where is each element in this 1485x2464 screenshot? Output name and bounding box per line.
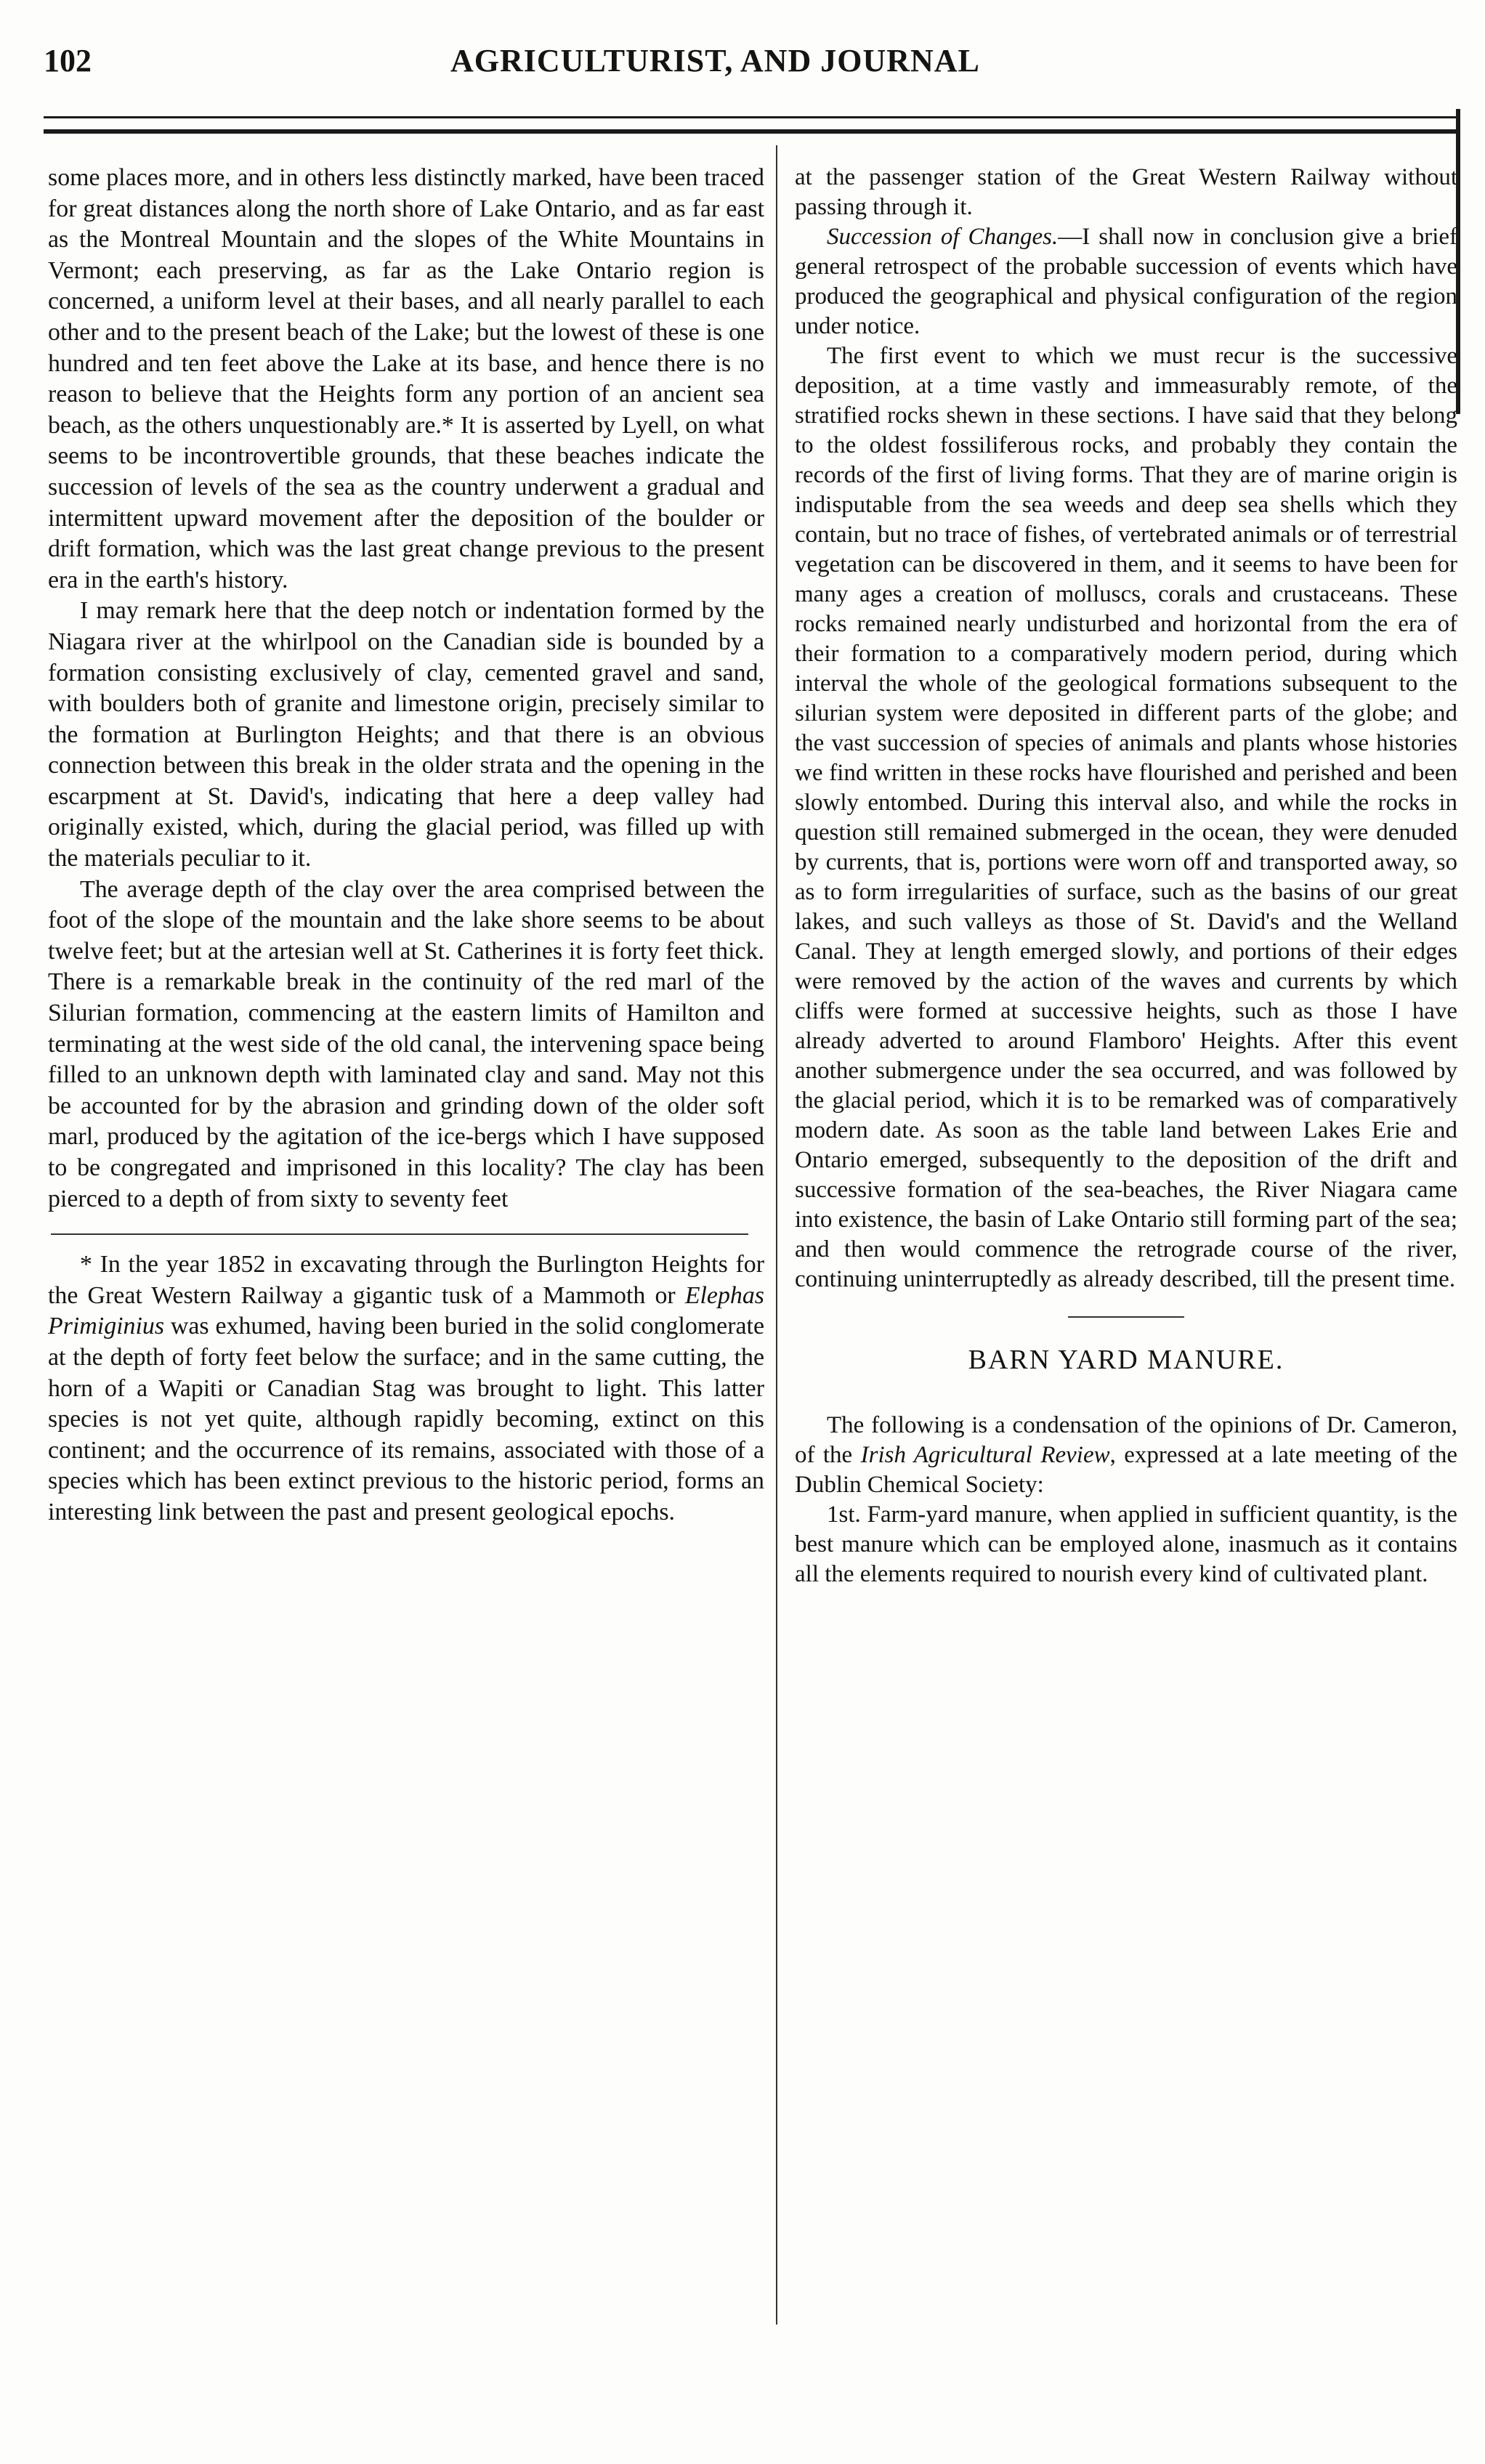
footnote-text-start: * In the year 1852 in excavating through the Burlington Heights for the Great Western Railway a gigantic tusk of a Mammoth or [48,1251,764,1309]
header-rule-thin [44,116,1460,118]
paragraph-beaches: some places more, and in others less distinctly marked, have been traced for great distances along the north shore of Lake Ontario, and as far east as the Montreal Mountain and the slopes of the White Mountains in Vermont; each preserving, as far as the Lake Ontario region is concerned, a uniform level at their bases, and all nearly parallel to each other and to the present beach of the Lake; but the lowest of these is one hundred and ten feet above the Lake at its base, and hence there is no reason to believe that the Heights form any portion of an ancient sea beach, as the others unquestionably are.* It is asserted by Lyell, on what seems to be incontrovertible grounds, that these beaches indicate the succession of levels of the sea as the country underwent a gradual and intermittent upward movement after the deposition of the boulder or drift formation, which was the last great change previous to the present era in the earth's history. [48,164,764,593]
section-heading: BARN YARD MANURE. [968,1345,1284,1375]
paragraph-manure-intro [795,1411,1457,1500]
paragraph-succession [795,222,1457,341]
manure-intro-start: The following is a condensation of the opinions of Dr. Cameron, of the [795,1412,1457,1468]
footnote [48,1249,764,1528]
paragraph-manure-point-1: 1st. Farm-yard manure, when applied in sufficient quantity, is the best manure which can be employed alone, inasmuch as it contains all the elements required to nourish every kind of cultivated plant. [795,1502,1457,1587]
footnote-species-name: Elephas Primiginius [48,1281,764,1340]
succession-text: —I shall now in conclusion give a brief general retrospect of the probable succession of events which have produced the geographical and physical configuration of the region under notice. [795,224,1457,339]
paragraph-continuation: at the passenger station of the Great Western Railway without passing through it. [795,164,1457,220]
section-ornament-rule [1068,1316,1184,1318]
manure-review-title: Irish Agricultural Review [860,1442,1110,1468]
paragraph-first-event: The first event to which we must recur is the successive deposition, at a time vastly and immeasurably remote, of the stratified rocks shewn in these sections. I have said that they belong to the oldest fossiliferous rocks, and probably they contain the records of the first of living forms. That they are of marine origin is indisputable from the sea weeds and deep sea shells which they contain, but no trace of fishes, of vertebrated animals or of terrestrial vegetation can be discovered in them, and it seems to have been for many ages a creation of molluscs, corals and crustaceans. These rocks remained nearly undisturbed and horizontal from the era of their formation to a comparatively modern period, during which interval the whole of the geological formations subsequent to the silurian system were deposited in different parts of the globe; and the vast succession of species of animals and plants whose histories we find written in these rocks have flourished and perished and been slowly entombed. During this interval also, and while the rocks in question still remained submerged in the ocean, they were denuded by currents, that is, portions were worn off and transported away, so as to form irregularities of surface, such as the basins of our great lakes, and such valleys as those of St. David's and the Welland Canal. They at length emerged slowly, and portions of their edges were removed by the action of the waves and currents by which cliffs were formed at successive heights, such as those I have already adverted to around Flamboro' Heights. After this event another submergence under the sea occurred, and was followed by the glacial period, which it is to be remarked was of comparatively modern date. As soon as the table land between Lakes Erie and Ontario emerged, subsequently to the deposition of the drift and successive formation of the sea-beaches, the River Niagara came into existence, the basin of Lake Ontario still forming part of the sea; and then would commence the retrograde course of the river, continuing uninterruptedly as already described, till the present time. [795,343,1457,1292]
succession-label: Succession of Changes. [827,224,1059,250]
paragraph-clay-depth: The average depth of the clay over the area comprised between the foot of the slope of the mountain and the lake shore seems to be about twelve feet; but at the artesian well at St. Catherines it is forty feet thick. There is a remarkable break in the continuity of the red marl of the Silurian formation, commencing at the eastern limits of Hamilton and terminating at the west side of the old canal, the intervening space being filled to an unknown depth with laminated clay and sand. May not this be accounted for by the abrasion and grinding down of the older soft marl, produced by the agitation of the ice-bergs which I have supposed to be congregated and imprisoned in this locality? The clay has been pierced to a depth of from sixty to seventy feet [48,875,764,1212]
manure-intro-end: , expressed at a late meeting of the Dublin Chemical Society: [795,1442,1458,1498]
paragraph-niagara-notch: I may remark here that the deep notch or indentation formed by the Niagara river at the whirlpool on the Canadian side is bounded by a formation consisting exclusively of clay, cemented gravel and sand, with boulders both of granite and limestone origin, precisely similar to the formation at Burlington Heights; and that there is an obvious connection between this break in the older strata and the opening in the escarpment at St. David's, indicating that here a deep valley had originally existed, which, during the glacial period, was filled up with the materials peculiar to it. [48,597,764,872]
header-rule-thick [44,129,1460,134]
left-column [48,163,764,1528]
page-number: 102 [44,43,92,78]
right-column [795,163,1457,1589]
running-title: AGRICULTURIST, AND JOURNAL [450,43,980,78]
footnote-text-end: was exhumed, having been buried in the solid conglomerate at the depth of forty feet below the surface; and in the same cutting, the horn of a Wapiti or Canadian Stag was brought to light. This latter species is not yet quite, although rapidly becoming, extinct on this continent; and the occurrence of its remains, associated with those of a species which has been extinct previous to the historic period, forms an interesting link between the past and present geological epochs. [48,1313,764,1525]
footnote-rule [51,1233,748,1235]
column-divider [776,145,777,2325]
